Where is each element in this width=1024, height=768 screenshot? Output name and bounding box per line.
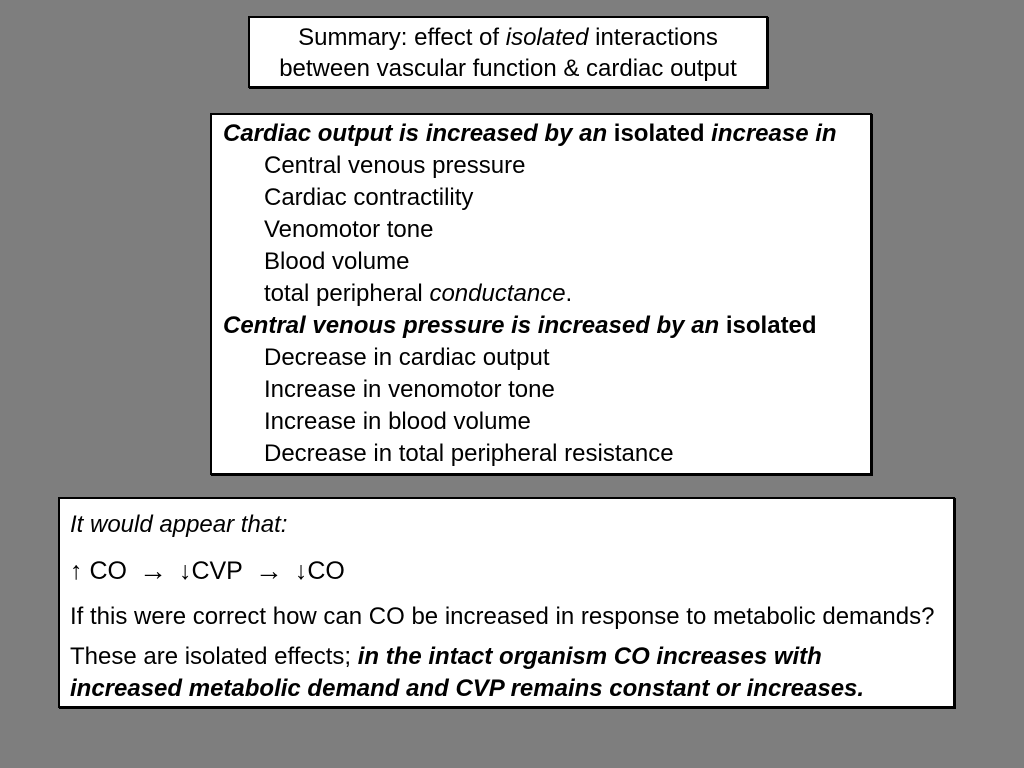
list-item [223,278,864,310]
item5-pre: total peripheral [264,280,430,307]
title-line-2: between vascular function & cardiac output [279,55,737,82]
right-arrow-icon: → [254,555,283,586]
heading1-run-2: isolated [613,120,705,147]
list-item: Central venous pressure [264,152,526,179]
right-arrow-icon: → [138,555,167,586]
summary-heading-2 [223,310,864,342]
summary-box [210,113,872,475]
heading2-run-2: isolated [725,312,817,339]
title-box [248,16,768,88]
conclusion-question: If this were correct how can CO be increased in response to metabolic demands? [70,603,935,630]
heading1-run-1: Cardiac output is increased by an [223,120,614,147]
title-line1-post: interactions [588,24,718,51]
summary-heading-1 [223,118,864,150]
conclusion-box [58,497,955,708]
title-line-1 [250,22,766,53]
heading2-run-1: Central venous pressure is increased by an [223,312,726,339]
up-arrow-co: ↑ CO [70,557,127,585]
title-line1-italic: isolated [505,24,589,51]
final-run-bold-italic-2: increased metabolic demand and CVP remains constant or increases. [70,675,865,702]
item5-italic: conductance [429,280,566,307]
down-arrow-co: ↓CO [294,557,345,585]
title-line1-pre: Summary: effect of [298,24,506,51]
item5-post: . [565,280,573,307]
list-item: Decrease in total peripheral resistance [264,440,674,467]
list-item: Increase in venomotor tone [264,376,555,403]
final-run-plain: These are isolated effects; [70,643,358,670]
list-item: Blood volume [264,248,410,275]
list-item: Increase in blood volume [264,408,531,435]
conclusion-final [70,641,945,705]
co-cvp-relation [70,555,945,587]
down-arrow-cvp: ↓CVP [178,557,243,585]
list-item: Venomotor tone [264,216,434,243]
conclusion-intro: It would appear that: [70,511,288,538]
list-item: Cardiac contractility [264,184,474,211]
list-item: Decrease in cardiac output [264,344,550,371]
final-run-bold-italic-1: in the intact organism CO increases with [357,643,822,670]
heading1-run-3: increase in [704,120,837,147]
